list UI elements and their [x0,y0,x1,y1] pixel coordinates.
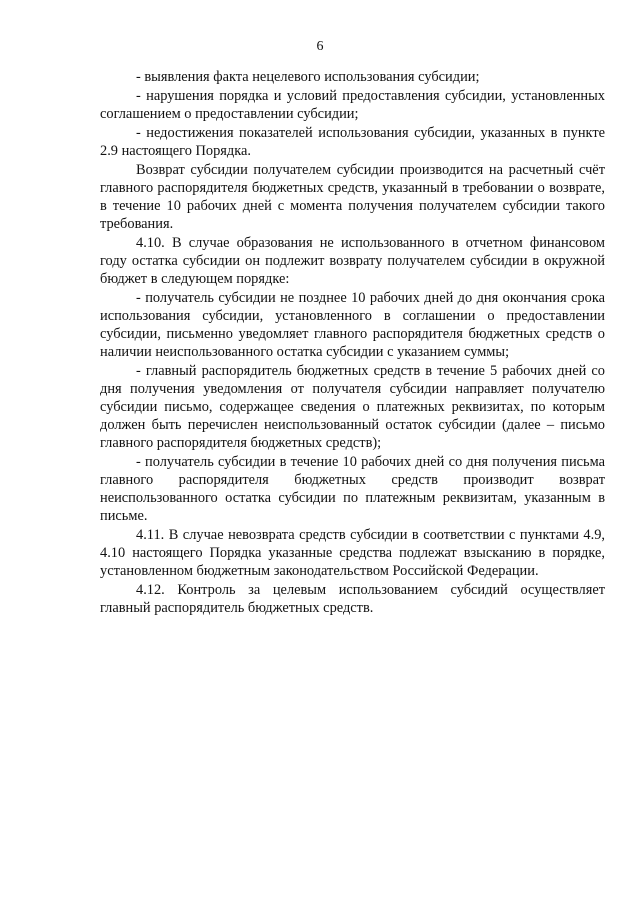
list-item-misuse: - выявления факта нецелевого использования субсидии; [136,69,480,85]
paragraph-4-10: 4.10. В случае образования не использованного в отчетном финансовом году остатка субсидии он подлежит возврату получателем субсидии в окружной бюджет в следующем порядке: [100,235,605,287]
document-body [100,68,605,618]
paragraph-refund: Возврат субсидии получателем субсидии производится на расчетный счёт главного распорядителя бюджетных средств, указанный в требовании о возврате, в течение 10 рабочих дней с момента получения получателем субсидии такого требования. [100,162,605,232]
list-item-return: - получатель субсидии в течение 10 рабочих дней со дня получения письма главного распорядителя бюджетных средств производит возврат неиспользованного остатка субсидии по платежным реквизитам, указанным в письме. [100,454,605,524]
list-item-letter: - главный распорядитель бюджетных средств в течение 5 рабочих дней со дня получения уведомления от получателя субсидии направляет получателю субсидии письмо, содержащее сведения о платежных реквизитах, по которым должен быть перечислен неиспользованный остаток субсидии (далее – письмо главного распорядителя бюджетных средств); [100,363,605,451]
paragraph-4-12: 4.12. Контроль за целевым использованием субсидий осуществляет главный распорядитель бюджетных средств. [100,582,605,616]
list-item-notification: - получатель субсидии не позднее 10 рабочих дней до дня окончания срока использования субсидии, установленного в соглашении о предоставлении субсидии, письменно уведомляет главного распорядителя бюджетных средств о наличии неиспользованного остатка субсидии с указанием суммы; [100,290,605,360]
list-item-indicators: - недостижения показателей использования субсидии, указанных в пункте 2.9 настоящего Порядка. [100,125,605,159]
paragraph-4-11: 4.11. В случае невозврата средств субсидии в соответствии с пунктами 4.9, 4.10 настоящего Порядка указанные средства подлежат взысканию в порядке, установленном бюджетным законодательством Российской Федерации. [100,527,605,579]
list-item-violation: - нарушения порядка и условий предоставления субсидии, установленных соглашением о предоставлении субсидии; [100,88,605,122]
page-number: 6 [316,39,324,54]
